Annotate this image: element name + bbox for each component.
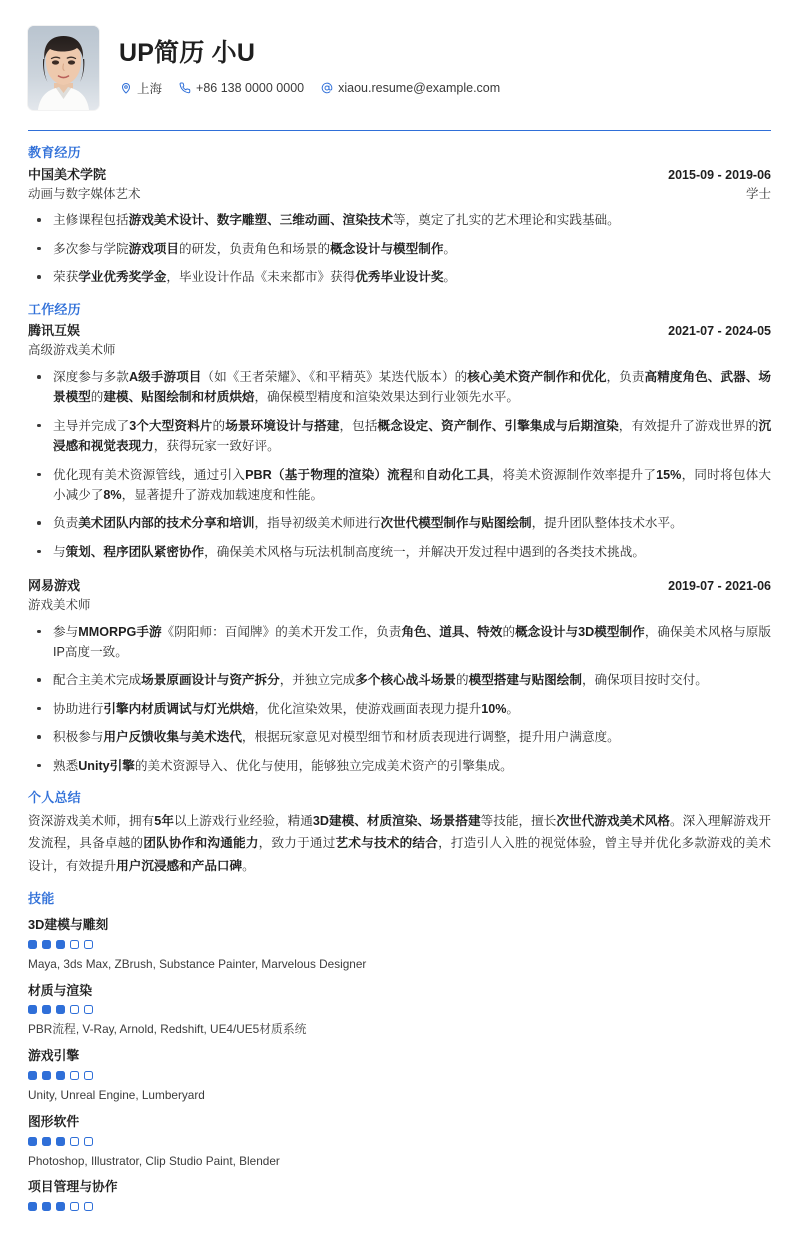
section-personal-summary bbox=[28, 790, 771, 877]
work-dates: 2019-07 - 2021-06 bbox=[668, 579, 771, 594]
skill-item bbox=[28, 1178, 771, 1211]
skill-name: 材质与渲染 bbox=[28, 982, 92, 998]
skill-name: 游戏引擎 bbox=[28, 1048, 80, 1064]
skill-item bbox=[28, 916, 771, 974]
list-item: 主修课程包括游戏美术设计、数字雕塑、三维动画、渲染技术等，奠定了扎实的艺术理论和实践基础。 bbox=[28, 210, 771, 230]
skill-dot-empty bbox=[84, 1005, 93, 1014]
work-entry-head bbox=[28, 576, 771, 596]
list-item: 熟悉Unity引擎的美术资源导入、优化与使用，能够独立完成美术资产的引擎集成。 bbox=[28, 756, 771, 776]
skill-level-dots bbox=[28, 1005, 771, 1014]
work-entry-sub bbox=[28, 341, 771, 360]
list-item: 与策划、程序团队紧密协作，确保美术风格与玩法机制高度统一，并解决开发过程中遇到的各类技术挑战。 bbox=[28, 542, 771, 562]
work-job-title: 游戏美术师 bbox=[28, 597, 91, 612]
education-dates: 2015-09 - 2019-06 bbox=[668, 167, 771, 182]
section-title-education: 教育经历 bbox=[28, 145, 81, 160]
email-at-icon bbox=[320, 81, 333, 94]
page-title: UP简历 小U bbox=[119, 39, 256, 68]
skill-dot-empty bbox=[84, 940, 93, 949]
skill-dot-filled bbox=[56, 940, 65, 949]
work-entry-sub bbox=[28, 596, 771, 615]
contact-row bbox=[119, 79, 771, 97]
location-pin-icon bbox=[119, 81, 132, 94]
skill-detail: Unity, Unreal Engine, Lumberyard bbox=[28, 1088, 205, 1103]
skill-dot-empty bbox=[70, 1071, 79, 1080]
work-company: 网易游戏 bbox=[28, 578, 81, 594]
skill-dot-filled bbox=[56, 1071, 65, 1080]
header-divider bbox=[28, 130, 771, 131]
list-item: 深度参与多款A级手游项目（如《王者荣耀》、《和平精英》某迭代版本）的核心美术资产制作和优化，负责高精度角色、武器、场景模型的建模、贴图绘制和材质烘焙，确保模型精度和渲染效果达到行业领先水平。 bbox=[28, 367, 771, 408]
education-entry bbox=[28, 165, 771, 288]
list-item: 优化现有美术资源管线，通过引入PBR（基于物理的渲染）流程和自动化工具，将美术资源制作效率提升了15%，同时将包体大小减少了8%，显著提升了游戏加载速度和性能。 bbox=[28, 465, 771, 506]
skill-dot-filled bbox=[42, 940, 51, 949]
section-title-summary: 个人总结 bbox=[28, 789, 81, 805]
skill-dot-empty bbox=[70, 1202, 79, 1211]
skill-dot-filled bbox=[28, 1005, 37, 1014]
contact-phone-value: +86 138 0000 0000 bbox=[196, 80, 305, 95]
skill-detail: Photoshop, Illustrator, Clip Studio Paint, Blender bbox=[28, 1153, 280, 1168]
section-education bbox=[28, 145, 771, 288]
skill-dot-filled bbox=[28, 1071, 37, 1080]
skill-dot-empty bbox=[70, 940, 79, 949]
skill-dot-empty bbox=[70, 1005, 79, 1014]
avatar bbox=[28, 26, 99, 110]
list-item: 荣获学业优秀奖学金，毕业设计作品《未来都市》获得优秀毕业设计奖。 bbox=[28, 267, 771, 287]
skill-detail: Maya, 3ds Max, ZBrush, Substance Painter, Marvelous Designer bbox=[28, 956, 367, 971]
summary-text: 资深游戏美术师，拥有5年以上游戏行业经验，精通3D建模、材质渲染、场景搭建等技能，擅长次世代游戏美术风格。深入理解游戏开发流程，具备卓越的团队协作和沟通能力，致力于通过艺术与技术的结合，打造引人入胜的视觉体验，曾主导并优化多款游戏的美术设计，有效提升用户沉浸感和产品口碑。 bbox=[28, 813, 772, 873]
education-school: 中国美术学院 bbox=[28, 166, 107, 182]
skill-dot-filled bbox=[56, 1137, 65, 1146]
list-item: 多次参与学院游戏项目的研发，负责角色和场景的概念设计与模型制作。 bbox=[28, 239, 771, 259]
skill-dot-empty bbox=[70, 1137, 79, 1146]
skill-dot-filled bbox=[42, 1071, 51, 1080]
work-dates: 2021-07 - 2024-05 bbox=[668, 324, 771, 339]
contact-location bbox=[119, 79, 162, 97]
contact-email bbox=[320, 81, 500, 95]
list-item: 主导并完成了3个大型资料片的场景环境设计与搭建，包括概念设定、资产制作、引擎集成与后期渲染，有效提升了游戏世界的沉浸感和视觉表现力，获得玩家一致好评。 bbox=[28, 416, 771, 457]
list-item: 积极参与用户反馈收集与美术迭代，根据玩家意见对模型细节和材质表现进行调整，提升用户满意度。 bbox=[28, 727, 771, 747]
skill-level-dots bbox=[28, 1202, 771, 1211]
skill-dot-filled bbox=[28, 1202, 37, 1211]
work-bullets bbox=[28, 622, 771, 776]
identity-block bbox=[119, 39, 771, 97]
skill-level-dots bbox=[28, 940, 771, 949]
list-item: 协助进行引擎内材质调试与灯光烘焙，优化渲染效果，使游戏画面表现力提升10%。 bbox=[28, 699, 771, 719]
skill-dot-empty bbox=[84, 1202, 93, 1211]
education-bullets bbox=[28, 210, 771, 287]
resume-header bbox=[28, 26, 771, 126]
contact-location-value: 上海 bbox=[137, 81, 163, 96]
list-item: 配合主美术完成场景原画设计与资产拆分，并独立完成多个核心战斗场景的模型搭建与贴图绘制，确保项目按时交付。 bbox=[28, 670, 771, 690]
section-work-experience bbox=[28, 302, 771, 776]
work-entry-head bbox=[28, 321, 771, 341]
education-major: 动画与数字媒体艺术 bbox=[28, 186, 141, 201]
skill-item bbox=[28, 1113, 771, 1171]
skill-level-dots bbox=[28, 1137, 771, 1146]
contact-phone bbox=[178, 81, 304, 95]
skill-dot-filled bbox=[28, 1137, 37, 1146]
skill-detail: PBR流程, V-Ray, Arnold, Redshift, UE4/UE5材质系统 bbox=[28, 1022, 307, 1037]
skill-dot-empty bbox=[84, 1071, 93, 1080]
skill-dot-filled bbox=[56, 1005, 65, 1014]
skill-dot-empty bbox=[84, 1137, 93, 1146]
work-entry-tencent bbox=[28, 321, 771, 562]
skill-item bbox=[28, 1047, 771, 1105]
work-entry-netease bbox=[28, 576, 771, 776]
list-item: 负责美术团队内部的技术分享和培训，指导初级美术师进行次世代模型制作与贴图绘制，提升团队整体技术水平。 bbox=[28, 513, 771, 533]
skill-name: 3D建模与雕刻 bbox=[28, 916, 109, 932]
skill-dot-filled bbox=[56, 1202, 65, 1211]
education-degree: 学士 bbox=[745, 186, 771, 201]
skill-dot-filled bbox=[42, 1137, 51, 1146]
education-entry-head bbox=[28, 165, 771, 185]
section-title-skills: 技能 bbox=[28, 891, 55, 907]
section-skills bbox=[28, 891, 771, 1211]
phone-icon bbox=[178, 81, 191, 94]
skill-name: 项目管理与协作 bbox=[28, 1179, 118, 1195]
skill-dot-filled bbox=[42, 1005, 51, 1014]
skill-dot-filled bbox=[28, 940, 37, 949]
skill-item bbox=[28, 982, 771, 1040]
work-company: 腾讯互娱 bbox=[28, 323, 81, 339]
work-bullets bbox=[28, 367, 771, 562]
skill-name: 图形软件 bbox=[28, 1113, 80, 1129]
contact-email-value: xiaou.resume@example.com bbox=[338, 80, 501, 95]
education-entry-sub bbox=[28, 185, 771, 204]
work-job-title: 高级游戏美术师 bbox=[28, 343, 116, 358]
section-title-work: 工作经历 bbox=[28, 301, 81, 317]
skill-level-dots bbox=[28, 1071, 771, 1080]
list-item: 参与MMORPG手游《阴阳师：百闻牌》的美术开发工作，负责角色、道具、特效的概念设计与3D模型制作，确保美术风格与原版IP高度一致。 bbox=[28, 622, 771, 663]
skill-dot-filled bbox=[42, 1202, 51, 1211]
